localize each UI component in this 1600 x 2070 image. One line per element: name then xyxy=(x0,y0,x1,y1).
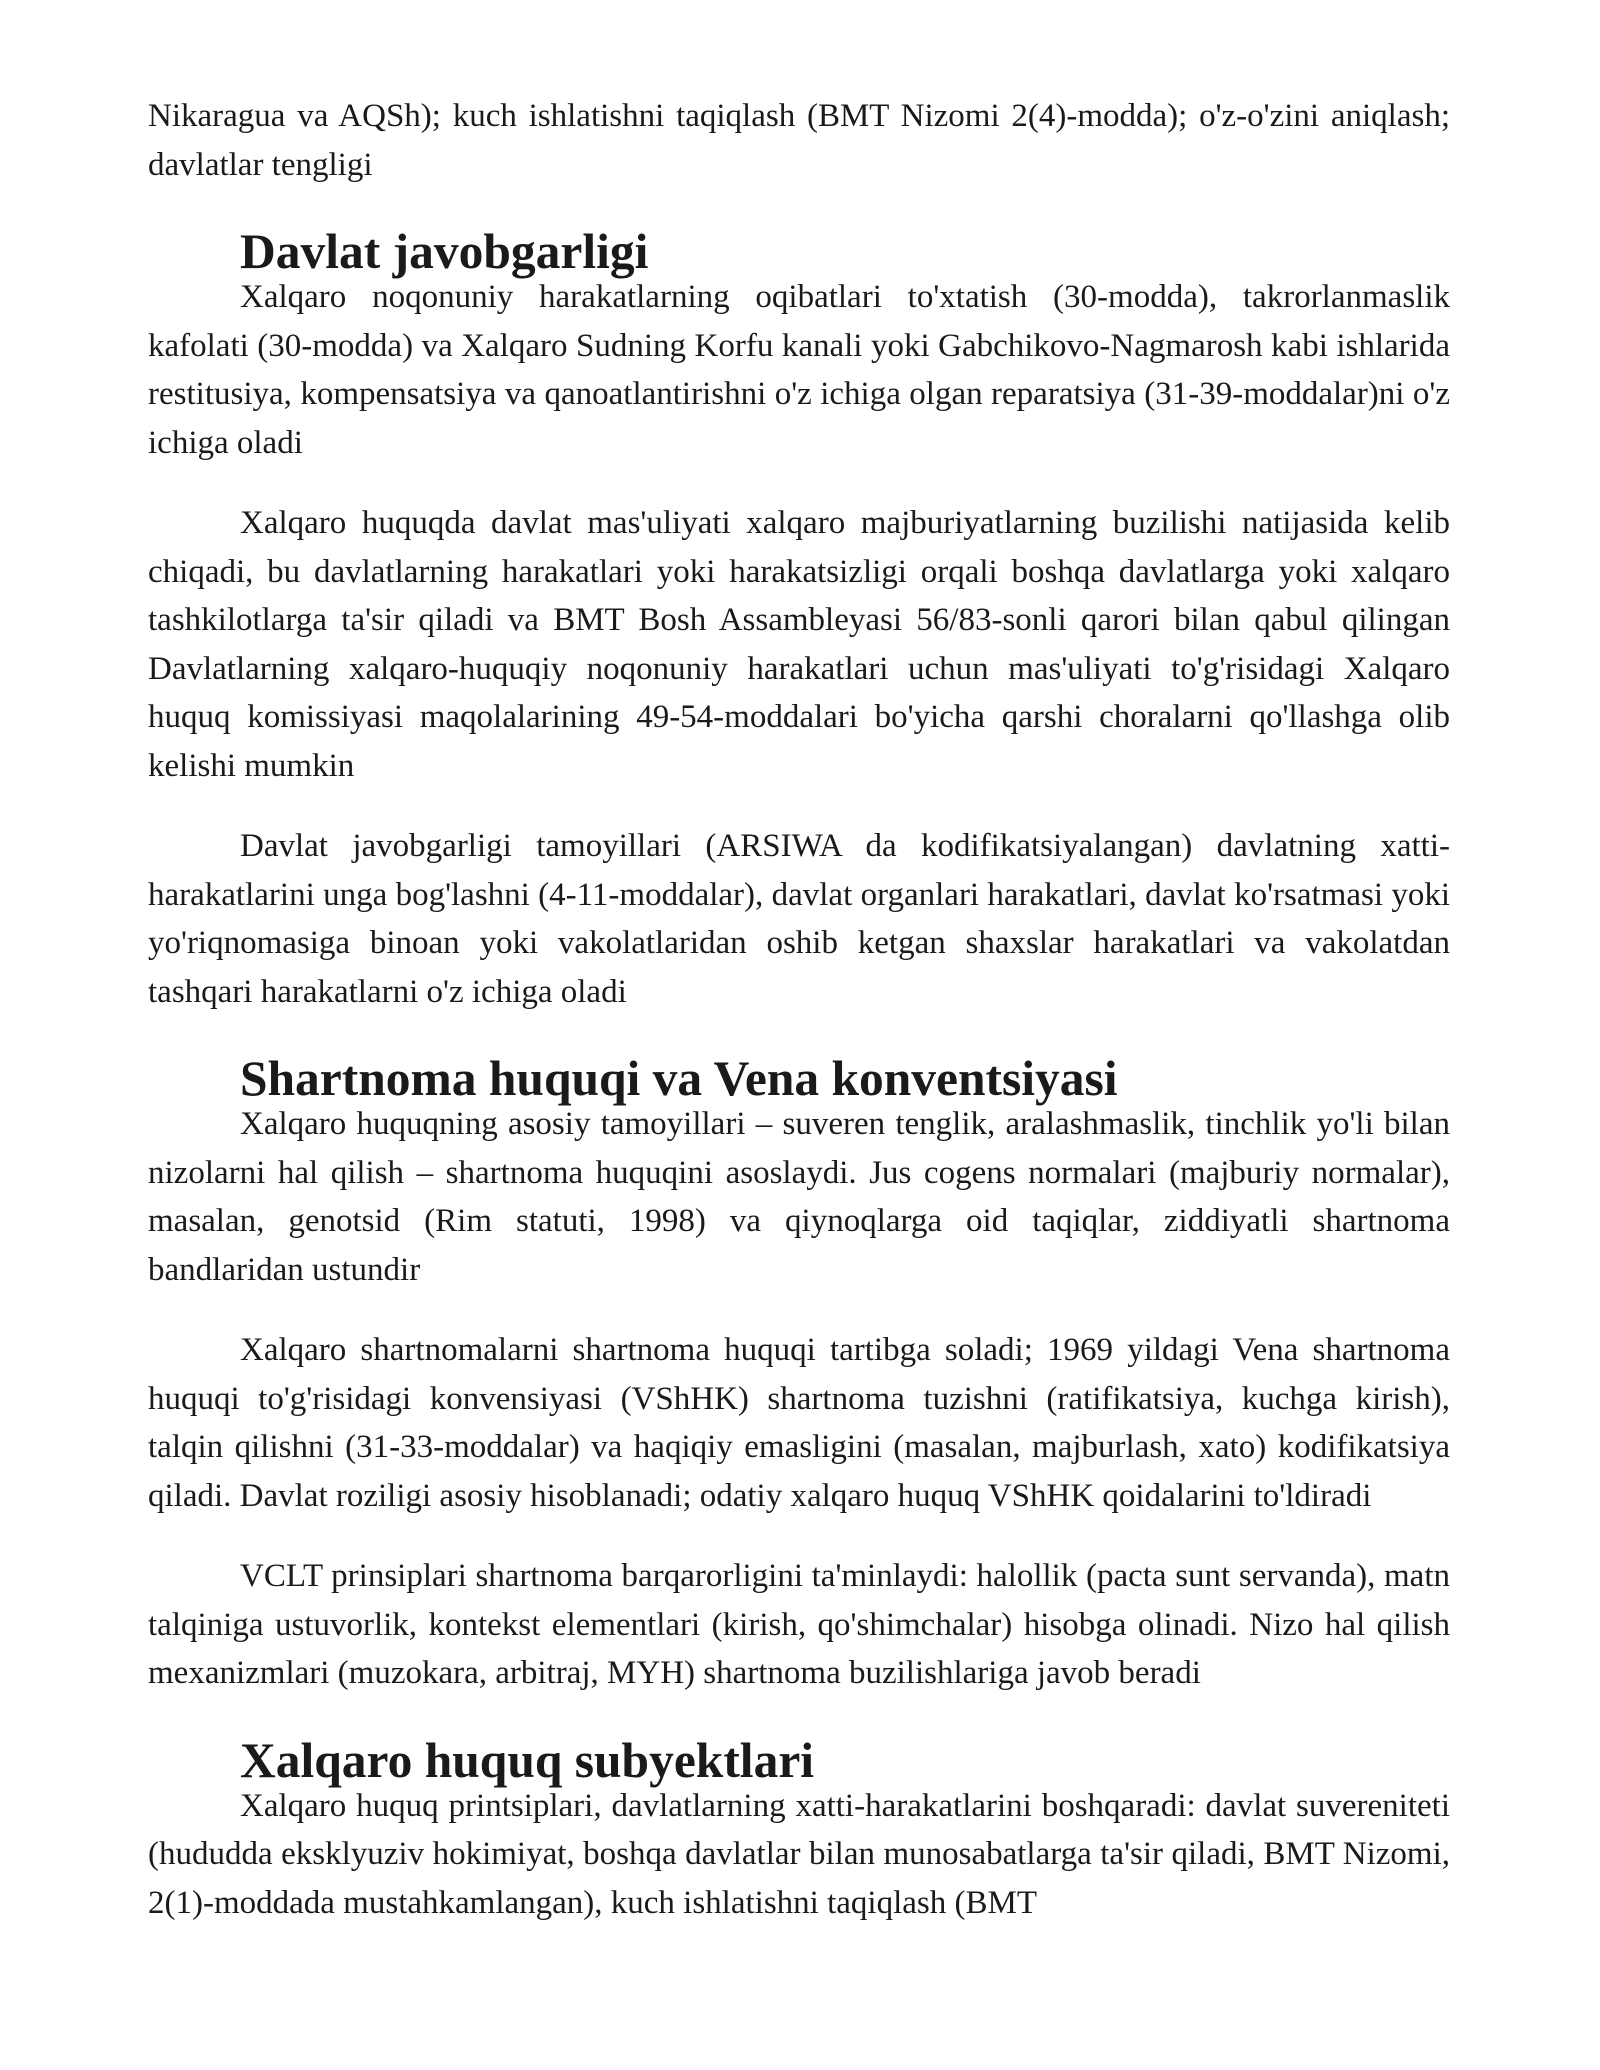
paragraph-state-liability: Xalqaro huquqda davlat mas'uliyati xalqaro majburiyatlarning buzilishi natijasida kelib chiqadi, bu davlatlarning harakatlari yoki harakatsizligi orqali boshqa davlatlarga yoki xalqaro tashkilotlarga ta'sir qiladi va BMT Bosh Assambleyasi 56/83-sonli qarori bilan qabul qilingan Davlatlarning xalqaro-huquqiy noqonuniy harakatlari uchun mas'uliyati to'g'risidagi Xalqaro huquq komissiyasi maqolalarining 49-54-moddalari bo'yicha qarshi choralarni qo'llashga olib kelishi mumkin xyxy=(148,505,1450,784)
section-heading-state-responsibility: Davlat javobgarligi xyxy=(240,224,649,279)
section-heading-treaty-law: Shartnoma huquqi va Vena konventsiyasi xyxy=(240,1051,1118,1106)
paragraph-vclt-principles: VCLT prinsiplari shartnoma barqarorligini ta'minlaydi: halollik (pacta sunt servanda), matn talqiniga ustuvorlik, kontekst elementlari (kirish, qo'shimchalar) hisobga olinadi. Nizo hal qilish mexanizmlari (muzokara, arbitraj, MYH) shartnoma buzilishlariga javob beradi xyxy=(148,1558,1450,1691)
paragraph-arsiwa-principles: Davlat javobgarligi tamoyillari (ARSIWA da kodifikatsiyalangan) davlatning xatti-harakatlarini unga bog'lashni (4-11-moddalar), davlat organlari harakatlari, davlat ko'rsatmasi yoki yo'riqnomasiga binoan yoki vakolatlaridan oshib ketgan shaxslar harakatlari va vakolatdan tashqari harakatlarni o'z ichiga oladi xyxy=(148,828,1450,1010)
paragraph-reparation: Xalqaro noqonuniy harakatlarning oqibatlari to'xtatish (30-modda), takrorlanmaslik kafolati (30-modda) va Xalqaro Sudning Korfu kanali yoki Gabchikovo-Nagmarosh kabi ishlarida restitusiya, kompensatsiya va qanoatlantirishni o'z ichiga olgan reparatsiya (31-39-moddalar)ni o'z ichiga oladi xyxy=(148,279,1450,461)
paragraph-jus-cogens: Xalqaro huquqning asosiy tamoyillari – suveren tenglik, aralashmaslik, tinchlik yo'li bilan nizolarni hal qilish – shartnoma huquqini asoslaydi. Jus cogens normalari (majburiy normalar), masalan, genotsid (Rim statuti, 1998) va qiynoqlarga oid taqiqlar, ziddiyatli shartnoma bandlaridan ustundir xyxy=(148,1106,1450,1288)
paragraph-intro-continuation: Nikaragua va AQSh); kuch ishlatishni taqiqlash (BMT Nizomi 2(4)-modda); o'z-o'zini aniqlash; davlatlar tengligi xyxy=(148,98,1450,183)
document-page xyxy=(148,92,1450,1927)
section-heading-subjects: Xalqaro huquq subyektlari xyxy=(240,1732,815,1788)
paragraph-vienna-convention: Xalqaro shartnomalarni shartnoma huquqi tartibga soladi; 1969 yildagi Vena shartnoma huquqi to'g'risidagi konvensiyasi (VShHK) shartnoma tuzishni (ratifikatsiya, kuchga kirish), talqin qilishni (31-33-moddalar) va haqiqiy emasligini (masalan, majburlash, xato) kodifikatsiya qiladi. Davlat roziligi asosiy hisoblanadi; odatiy xalqaro huquq VShHK qoidalarini to'ldiradi xyxy=(148,1332,1450,1514)
paragraph-subjects-principles: Xalqaro huquq printsiplari, davlatlarning xatti-harakatlarini boshqaradi: davlat suvereniteti (hududda eksklyuziv hokimiyat, boshqa davlatlar bilan munosabatlarga ta'sir qiladi, BMT Nizomi, 2(1)-moddada mustahkamlangan), kuch ishlatishni taqiqlash (BMT xyxy=(148,1787,1450,1921)
